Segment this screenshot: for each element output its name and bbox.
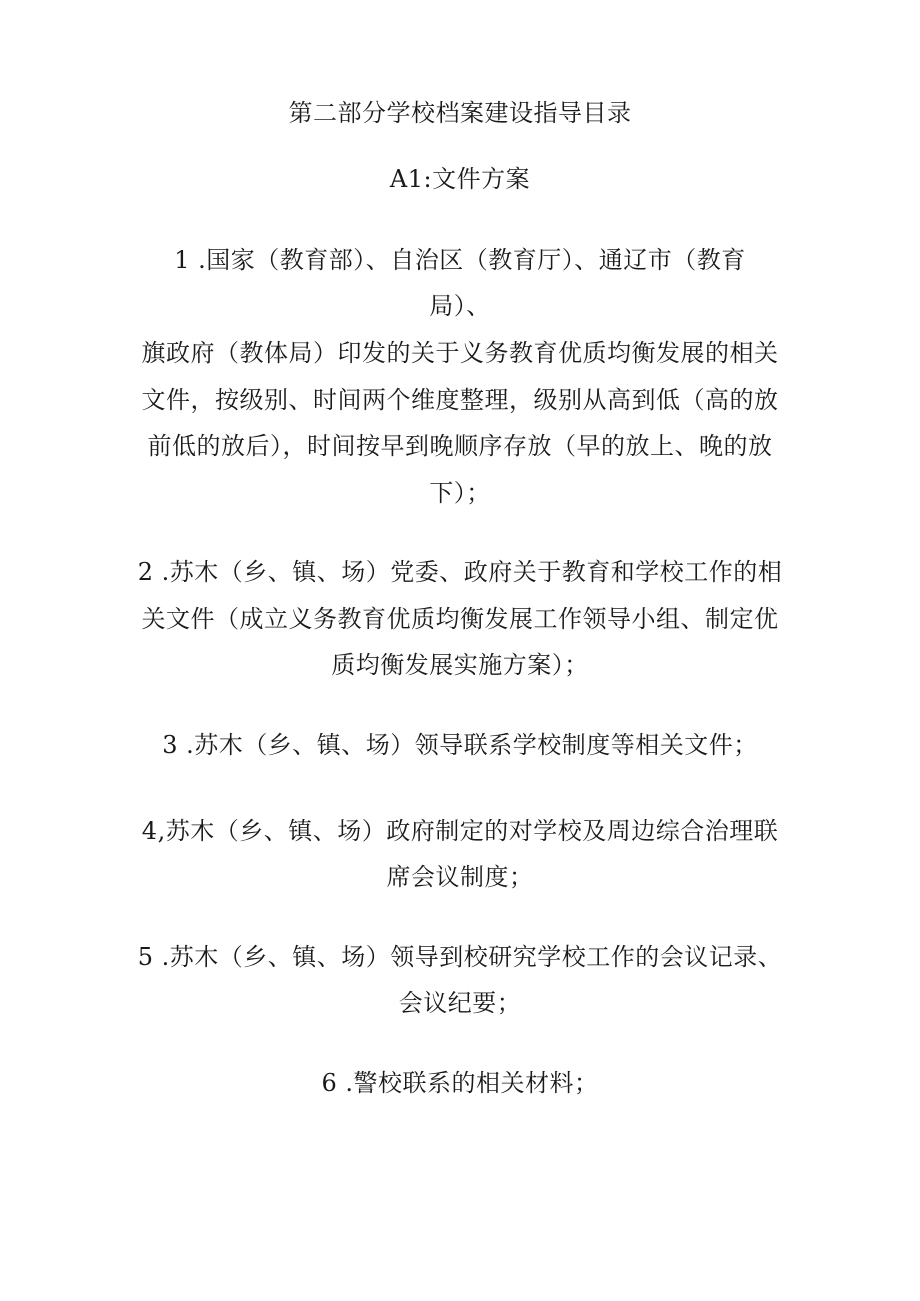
- list-item-line: 文件，按级别、时间两个维度整理，级别从高到低（高的放: [141, 386, 779, 414]
- list-item-line: 6 .警校联系的相关材料；: [321, 1069, 599, 1097]
- list-item-line: 关文件（成立义务教育优质均衡发展工作领导小组、制定优: [141, 605, 779, 633]
- list-item-line: 3 .苏木（乡、镇、场）领导联系学校制度等相关文件；: [162, 731, 758, 759]
- list-item-line: 旗政府（教体局）印发的关于义务教育优质均衡发展的相关: [141, 339, 779, 367]
- section-subtitle: A1:文件方案: [389, 165, 531, 193]
- list-item-line: 4,苏木（乡、镇、场）政府制定的对学校及周边综合治理联: [141, 817, 779, 845]
- list-item-line: 前低的放后），时间按早到晚顺序存放（早的放上、晚的放: [147, 432, 773, 460]
- list-item-line: 5 .苏木（乡、镇、场）领导到校研究学校工作的会议记录、: [137, 943, 783, 971]
- list-item-line: 会议纪要；: [398, 989, 522, 1017]
- list-item-line: 局）、: [429, 292, 491, 320]
- list-item-line: 2 .苏木（乡、镇、场）党委、政府关于教育和学校工作的相: [137, 558, 783, 586]
- list-item-line: 下）；: [429, 479, 491, 507]
- list-item-line: 质均衡发展实施方案）；: [331, 651, 589, 679]
- page-title: 第二部分学校档案建设指导目录: [288, 99, 632, 127]
- list-item-line: 席会议制度；: [386, 863, 534, 891]
- list-item-line: 1 .国家（教育部）、自治区（教育厅）、通辽市（教育: [174, 246, 746, 274]
